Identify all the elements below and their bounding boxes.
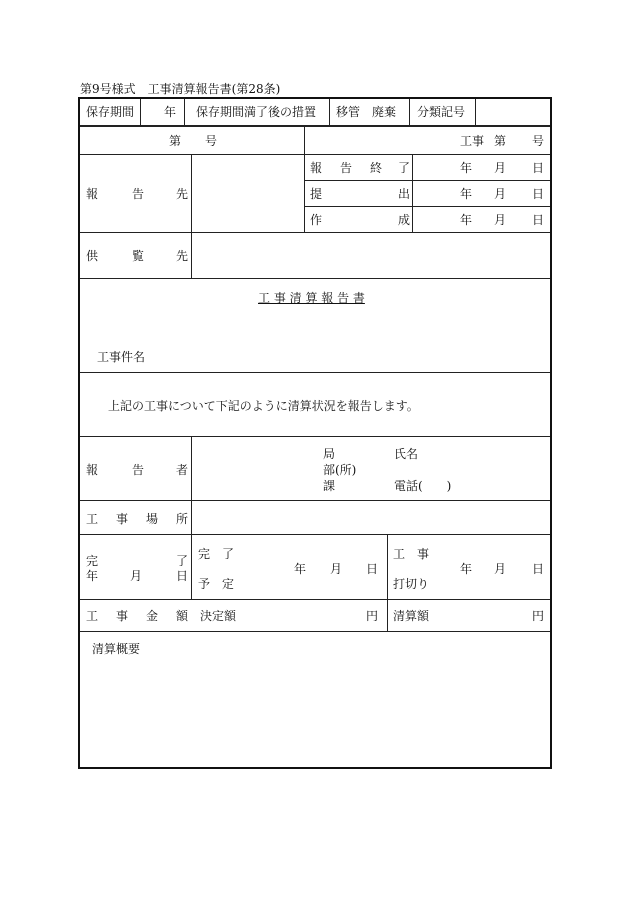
creation-c1: 成 [398, 213, 411, 227]
document-title: 工 事 清 算 報 告 書 [258, 291, 365, 305]
submission-date-year: 年 [460, 187, 473, 201]
decided-amount-yen: 円 [366, 609, 379, 623]
rule-v-header-1 [140, 99, 141, 125]
construction-number-label: 工事 [460, 134, 485, 148]
rule-amount [80, 631, 550, 632]
site-label-c0: 工 [86, 512, 99, 526]
reporter-phone-label: 電話( ) [394, 479, 452, 493]
retention-period-label: 保存期間 [86, 105, 135, 119]
rule-v-completion [387, 534, 388, 631]
rule-v-header-5 [475, 99, 476, 125]
rule-reporter [80, 500, 550, 501]
submission-c0: 提 [310, 187, 323, 201]
number-go: 号 [205, 134, 218, 148]
termination-day: 日 [532, 562, 545, 576]
submission-c1: 出 [398, 187, 411, 201]
after-retention-label: 保存期間満了後の措置 [196, 105, 317, 119]
planned-month: 月 [330, 562, 343, 576]
rule-date-1 [304, 180, 550, 181]
creation-date-year: 年 [460, 213, 473, 227]
report-to-label-c2: 先 [176, 187, 189, 201]
planned-label: 予 定 [198, 577, 235, 591]
report-completion-c1: 告 [340, 161, 353, 175]
reporter-section: 課 [323, 479, 336, 493]
creation-c0: 作 [310, 213, 323, 227]
construction-number-dai: 第 [494, 134, 507, 148]
number-dai: 第 [169, 134, 182, 148]
project-name-label: 工事件名 [97, 350, 146, 364]
submission-date-day: 日 [532, 187, 545, 201]
rule-numbering [80, 154, 550, 155]
planned-year: 年 [294, 562, 307, 576]
creation-date-month: 月 [494, 213, 507, 227]
circulation-label-c2: 先 [176, 249, 189, 263]
circulation-label-c1: 覧 [132, 249, 145, 263]
rule-completion [80, 599, 550, 600]
rule-v-numbering [304, 125, 305, 232]
report-completion-c2: 終 [370, 161, 383, 175]
completion-kan: 完 [86, 554, 99, 568]
amount-label-c2: 金 [146, 609, 159, 623]
amount-label-c0: 工 [86, 609, 99, 623]
reporter-name-label: 氏名 [394, 447, 419, 461]
retention-year-label: 年 [164, 105, 177, 119]
termination-year: 年 [460, 562, 473, 576]
reporter-bureau: 局 [323, 447, 336, 461]
rule-date-2 [304, 206, 550, 207]
site-label-c1: 事 [116, 512, 129, 526]
amount-label-c3: 額 [176, 609, 189, 623]
decided-amount-label: 決定額 [200, 609, 237, 623]
completion-date-day: 日 [532, 161, 545, 175]
disposal-option[interactable]: 廃棄 [372, 105, 397, 119]
rule-statement [80, 436, 550, 437]
construction-label: 工 事 [393, 547, 430, 561]
completion-day: 日 [176, 569, 189, 583]
construction-number-go: 号 [532, 134, 545, 148]
completion-month: 月 [130, 569, 143, 583]
reporter-label-c1: 告 [132, 463, 145, 477]
completion-year: 年 [86, 569, 99, 583]
planned-day: 日 [366, 562, 379, 576]
rule-v-dates [412, 154, 413, 232]
site-label-c2: 場 [146, 512, 159, 526]
report-completion-c0: 報 [310, 161, 323, 175]
report-to-label-c0: 報 [86, 187, 99, 201]
report-completion-c3: 了 [398, 161, 411, 175]
settled-amount-yen: 円 [532, 609, 545, 623]
classification-code-label: 分類記号 [417, 105, 466, 119]
report-form [78, 97, 552, 769]
rule-v-reporter [191, 436, 192, 599]
reporter-department: 部(所) [323, 463, 357, 477]
site-label-c3: 所 [176, 512, 189, 526]
amount-label-c1: 事 [116, 609, 129, 623]
completion-ryou: 了 [176, 554, 189, 568]
form-caption: 第9号様式 工事清算報告書(第28条) [80, 82, 281, 96]
reporter-label-c2: 者 [176, 463, 189, 477]
rule-v-header-3 [329, 99, 330, 125]
submission-date-month: 月 [494, 187, 507, 201]
rule-v-report-label [191, 154, 192, 278]
summary-label: 清算概要 [92, 642, 141, 656]
planned-completion-label: 完 了 [198, 547, 235, 561]
completion-date-year: 年 [460, 161, 473, 175]
settled-amount-label: 清算額 [393, 609, 430, 623]
rule-v-header-4 [409, 99, 410, 125]
rule-circulation [80, 278, 550, 279]
termination-label: 打切り [393, 577, 430, 591]
report-statement: 上記の工事について下記のように清算状況を報告します。 [108, 399, 419, 413]
termination-month: 月 [494, 562, 507, 576]
rule-header [80, 125, 550, 127]
rule-v-header-2 [184, 99, 185, 125]
report-to-label-c1: 告 [132, 187, 145, 201]
rule-project [80, 372, 550, 373]
rule-report-to [80, 232, 550, 233]
circulation-label-c0: 供 [86, 249, 99, 263]
completion-date-month: 月 [494, 161, 507, 175]
transfer-option[interactable]: 移管 [336, 105, 361, 119]
reporter-label-c0: 報 [86, 463, 99, 477]
rule-site [80, 534, 550, 535]
creation-date-day: 日 [532, 213, 545, 227]
